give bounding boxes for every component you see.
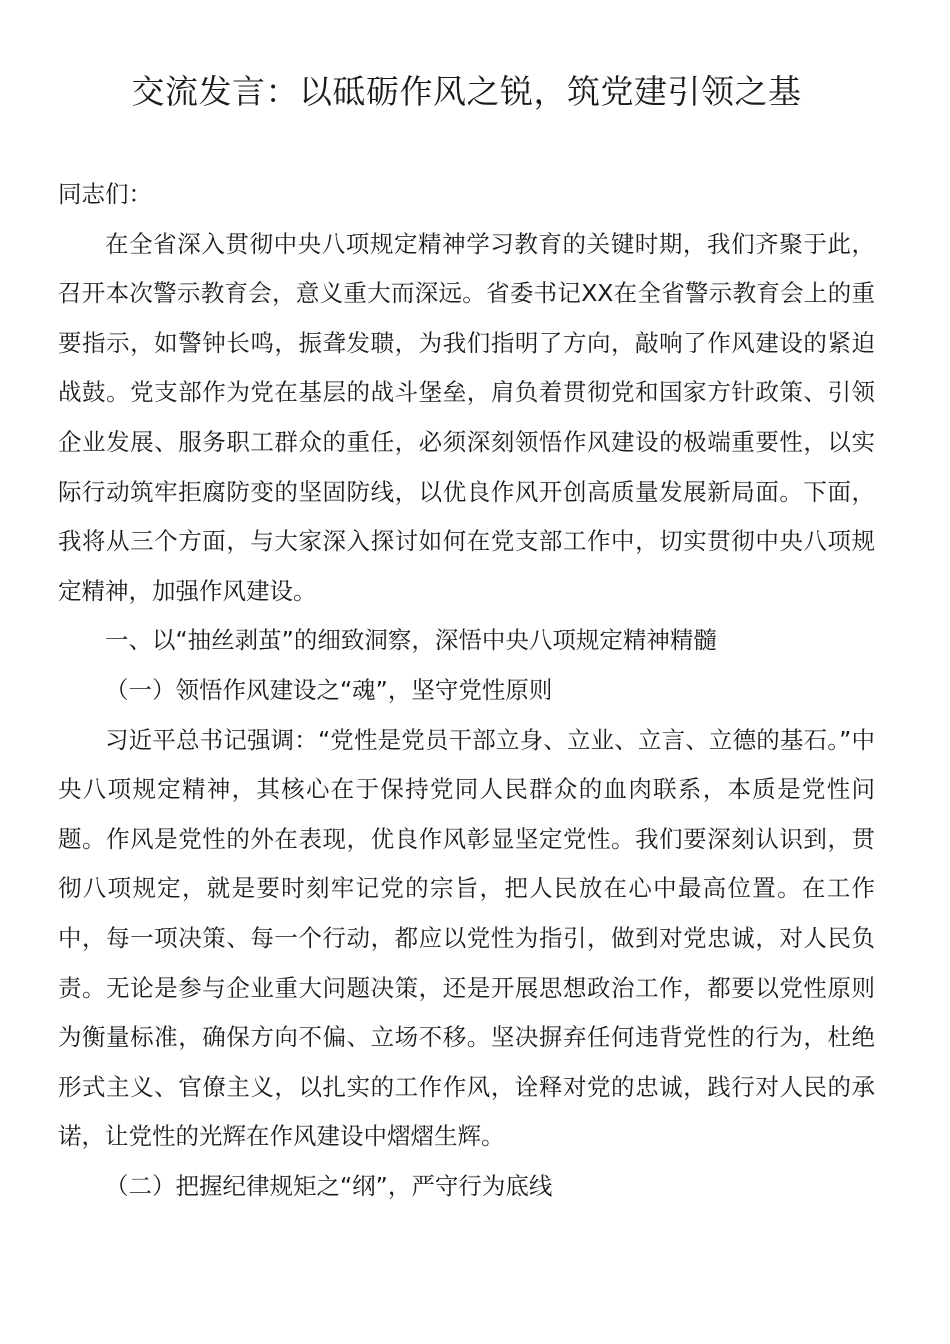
subsection-heading-1: （一）领悟作风建设之“魂”，坚守党性原则 — [105, 675, 553, 704]
salutation: 同志们： — [58, 180, 152, 208]
subsection-heading-2: （二）把握纪律规矩之“纲”，严守行为底线 — [105, 1171, 553, 1200]
intro-paragraph: 在全省深入贯彻中央八项规定精神学习教育的关键时期，我们齐聚于此，召开本次警示教育会，意义重大而深远。省委书记XX在全省警示教育会上的重要指示，如警钟长鸣，振聋发聩，为我们指明了方向，敲响了作风建设的紧迫战鼓。党支部作为党在基层的战斗堡垒，肩负着贯彻党和国家方针政策、引领企业发展、服务职工群众的重任，必须深刻领悟作风建设的极端重要性，以实际行动筑牢拒腐防变的坚固防线，以优良作风开创高质量发展新局面。下面，我将从三个方面，与大家深入探讨如何在党支部工作中，切实贯彻中央八项规定精神，加强作风建设。 — [58, 229, 875, 605]
document-body — [58, 170, 875, 1211]
section-heading-1: 一、以“抽丝剥茧”的细致洞察，深悟中央八项规定精神精髓 — [105, 626, 717, 655]
body-paragraph-party-spirit: 习近平总书记强调：“党性是党员干部立身、立业、立言、立德的基石。”中央八项规定精神，其核心在于保持党同人民群众的血肉联系，本质是党性问题。作风是党性的外在表现，优良作风彰显坚定党性。我们要深刻认识到，贯彻八项规定，就是要时刻牢记党的宗旨，把人民放在心中最高位置。在工作中，每一项决策、每一个行动，都应以党性为指引，做到对党忠诚，对人民负责。无论是参与企业重大问题决策，还是开展思想政治工作，都要以党性原则为衡量标准，确保方向不偏、立场不移。坚决摒弃任何违背党性的行为，杜绝形式主义、官僚主义，以扎实的工作作风，诠释对党的忠诚，践行对人民的承诺，让党性的光辉在作风建设中熠熠生辉。 — [58, 725, 875, 1151]
document-title: 交流发言：以砥砺作风之锐，筑党建引领之基 — [131, 72, 802, 111]
